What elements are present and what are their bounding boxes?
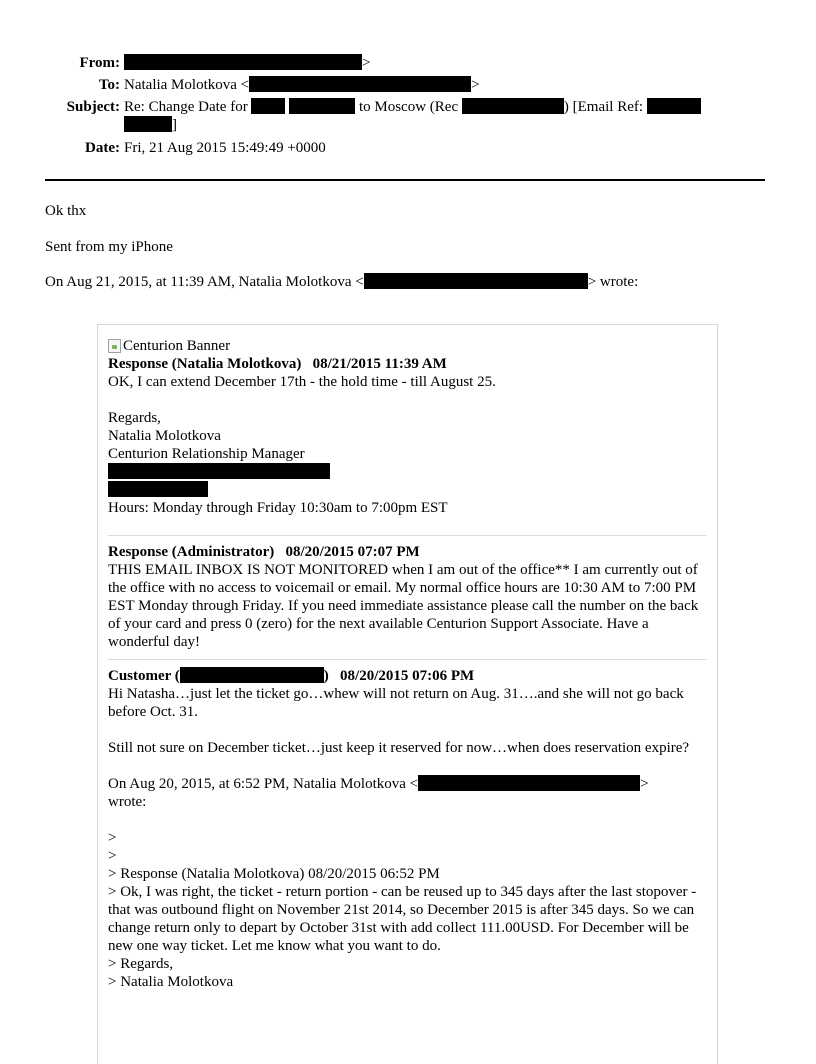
to-row [46,76,736,94]
body-line-reply: Ok thx [45,203,87,219]
date-value: Fri, 21 Aug 2015 15:49:49 +0000 [124,140,326,156]
response-header [108,667,707,685]
nested-intro-end: wrote: [108,794,147,810]
redaction-block [251,98,285,114]
redaction-block [124,54,362,70]
response-divider [108,535,707,536]
header-divider [45,179,765,181]
redaction-block [364,273,588,289]
redaction-block [462,98,564,114]
subject-part3: ) [Email Ref: [563,99,644,115]
banner-image [108,337,707,355]
redaction-block [108,463,330,479]
redaction-block [249,76,471,92]
redaction-block [647,98,701,114]
quoted-line: > Ok, I was right, the ticket - return portion - can be reused up to 345 days after the last stopover - that was outbound flight on November 21st 2014, so December 2015 is after 345 days. So we can change return only to depart by October 31st with add collect 111.00USD. For December will be new one way ticket. Let me know what you want to do. [108,884,697,954]
quoted-line: > Response (Natalia Molotkova) 08/20/2015 06:52 PM [108,866,440,882]
redaction-block [108,481,208,497]
nested-quote-intro [108,775,707,793]
signature-hours: Hours: Monday through Friday 10:30am to 7:00pm EST [108,500,448,516]
regards: Regards, [108,410,161,426]
response-customer [108,667,707,991]
customer-header-suffix: ) 08/20/2015 07:06 PM [323,668,475,684]
subject-part1: Re: Change Date for [124,99,248,115]
redaction-block [124,116,172,132]
quoted-line: > [108,848,117,864]
response-text: OK, I can extend December 17th - the hold time - till August 25. [108,374,496,390]
signature-title: Centurion Relationship Manager [108,446,305,462]
subject-end: ] [172,117,177,133]
customer-text-2: Still not sure on December ticket…just keep it reserved for now…when does reservation expire? [108,740,690,756]
customer-header-prefix: Customer ( [108,668,180,684]
response-administrator [108,543,707,651]
banner-alt-text: Centurion Banner [123,338,231,354]
subject-part2: to Moscow (Rec [358,99,459,115]
to-value [124,76,736,94]
redaction-block [289,98,355,114]
quote-intro-prefix: On Aug 21, 2015, at 11:39 AM, Natalia Molotkova < [45,274,364,290]
nested-intro-prefix: On Aug 20, 2015, at 6:52 PM, Natalia Molotkova < [108,776,419,792]
quote-intro [45,273,638,291]
from-value [124,54,736,72]
body-line-signature: Sent from my iPhone [45,239,173,255]
to-label: To: [98,77,120,93]
quoted-line: > Natalia Molotkova [108,974,234,990]
response-header: Response (Natalia Molotkova) 08/21/2015 11:39 AM [108,356,447,372]
date-label: Date: [85,140,120,156]
quoted-message [97,324,718,1064]
redaction-block [418,775,640,791]
response-natalia [108,355,707,517]
date-row [46,139,736,157]
from-suffix: > [362,55,371,71]
response-text: THIS EMAIL INBOX IS NOT MONITORED when I am out of the office** I am currently out of the office with no access to voicemail or email. My normal office hours are 10:30 AM to 7:00 PM EST Monday through Friday. If you need immediate assistance please call the number on the back of your card and press 0 (zero) for the next available Centurion Support Associate. Have a wonderful day! [108,562,699,650]
to-suffix: > [471,77,480,93]
quoted-line: > [108,830,117,846]
redaction-block [180,667,324,683]
signature-name: Natalia Molotkova [108,428,221,444]
from-row [46,54,736,72]
subject-row [46,98,736,134]
broken-image-icon [108,339,121,353]
subject-value [124,98,736,134]
quoted-line: > Regards, [108,956,174,972]
response-divider [108,659,707,660]
subject-label: Subject: [66,99,120,115]
quote-intro-suffix: > wrote: [587,274,639,290]
response-header: Response (Administrator) 08/20/2015 07:07 PM [108,544,420,560]
from-label: From: [79,55,120,71]
customer-text-1: Hi Natasha…just let the ticket go…whew will not return on Aug. 31….and she will not go back before Oct. 31. [108,686,684,720]
nested-intro-suffix: > [640,776,649,792]
email-header [46,54,736,161]
to-name: Natalia Molotkova < [124,77,250,93]
